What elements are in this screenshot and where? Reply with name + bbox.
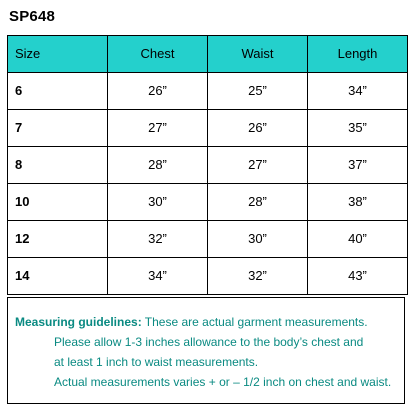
- page-title: SP648: [9, 8, 56, 25]
- measuring-guidelines-box: [7, 297, 405, 404]
- length-cell: 40”: [308, 221, 408, 258]
- size-cell: 7: [8, 110, 108, 147]
- length-cell: 37”: [308, 147, 408, 184]
- guidelines-first-line: [15, 312, 368, 332]
- guidelines-heading: Measuring guidelines:: [15, 315, 142, 329]
- size-cell: 14: [8, 258, 108, 295]
- length-cell: 34”: [308, 73, 408, 110]
- chest-cell: 26”: [108, 73, 208, 110]
- guidelines-line: at least 1 inch to waist measurements.: [54, 355, 259, 369]
- waist-cell: 32”: [208, 258, 308, 295]
- size-chart-table: [7, 35, 408, 295]
- table-header-row: [8, 36, 408, 73]
- column-header-chest: Chest: [108, 36, 208, 73]
- column-header-waist: Waist: [208, 36, 308, 73]
- table-row: [8, 147, 408, 184]
- guidelines-line: Actual measurements varies + or – 1/2 inch on chest and waist.: [54, 375, 392, 389]
- length-cell: 35”: [308, 110, 408, 147]
- table-row: [8, 184, 408, 221]
- chest-cell: 27”: [108, 110, 208, 147]
- column-header-size: Size: [8, 36, 108, 73]
- chest-cell: 30”: [108, 184, 208, 221]
- column-header-length: Length: [308, 36, 408, 73]
- waist-cell: 28”: [208, 184, 308, 221]
- length-cell: 38”: [308, 184, 408, 221]
- guidelines-line: Please allow 1-3 inches allowance to the body’s chest and: [54, 335, 364, 349]
- size-cell: 8: [8, 147, 108, 184]
- chest-cell: 28”: [108, 147, 208, 184]
- size-cell: 10: [8, 184, 108, 221]
- table-row: [8, 221, 408, 258]
- chest-cell: 34”: [108, 258, 208, 295]
- waist-cell: 30”: [208, 221, 308, 258]
- size-cell: 6: [8, 73, 108, 110]
- table-row: [8, 110, 408, 147]
- table-row: [8, 258, 408, 295]
- waist-cell: 27”: [208, 147, 308, 184]
- waist-cell: 26”: [208, 110, 308, 147]
- guidelines-text: These are actual garment measurements.: [141, 315, 368, 329]
- size-cell: 12: [8, 221, 108, 258]
- chest-cell: 32”: [108, 221, 208, 258]
- waist-cell: 25”: [208, 73, 308, 110]
- length-cell: 43”: [308, 258, 408, 295]
- table-row: [8, 73, 408, 110]
